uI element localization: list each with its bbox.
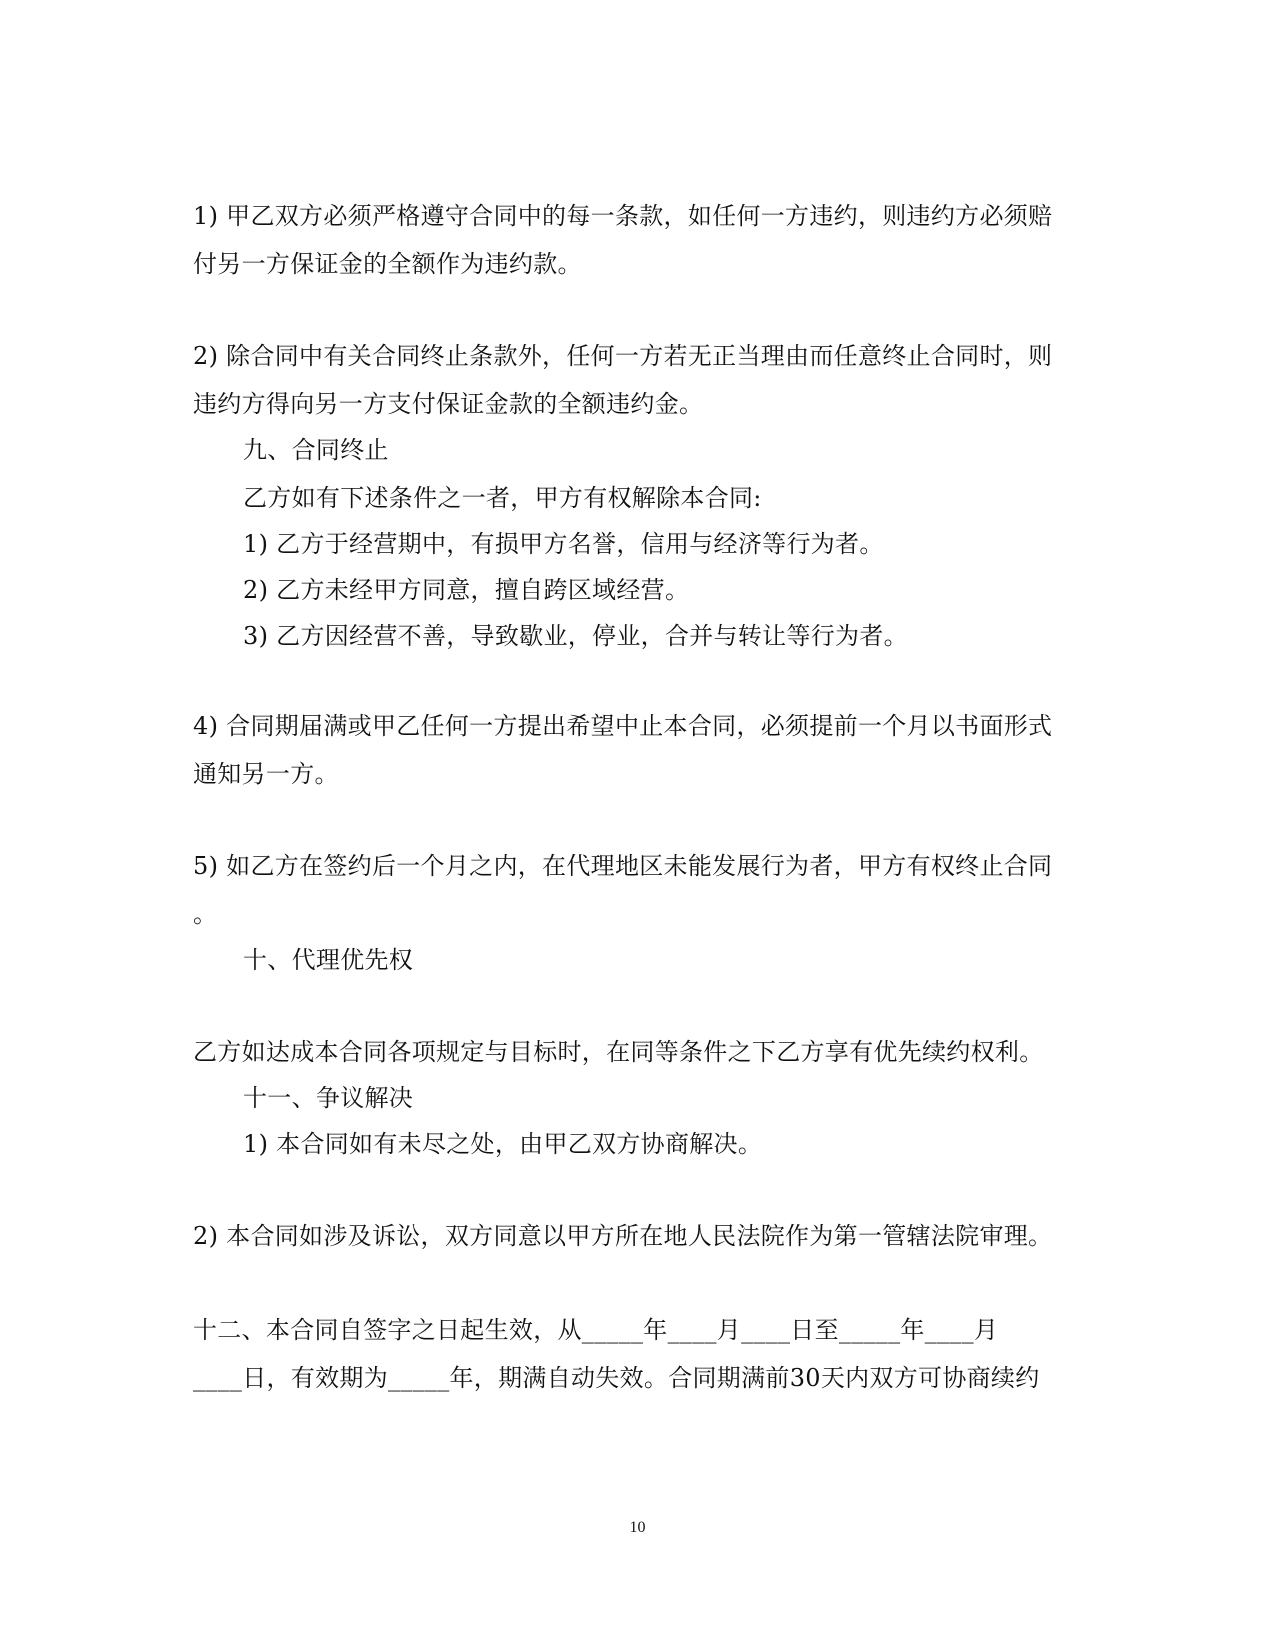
clause-8-2-line-1: 2) 除合同中有关合同终止条款外，任何一方若无正当理由而任意终止合同时，则	[193, 342, 1053, 370]
clause-9-5-line-2: 。	[193, 900, 218, 928]
section-10-body: 乙方如达成本合同各项规定与目标时，在同等条件之下乙方享有优先续约权利。	[193, 1038, 1044, 1066]
section-9-heading: 九、合同终止	[243, 436, 389, 464]
section-12-line-2: ____日，有效期为_____年，期满自动失效。合同期满前30天内双方可协商续约	[193, 1364, 1040, 1392]
clause-8-1-line-1: 1) 甲乙双方必须严格遵守合同中的每一条款，如任何一方违约，则违约方必须赔	[193, 202, 1053, 230]
clause-9-3: 3) 乙方因经营不善，导致歇业，停业，合并与转让等行为者。	[243, 622, 908, 650]
clause-9-2: 2) 乙方未经甲方同意，擅自跨区域经营。	[243, 576, 690, 604]
section-11-heading: 十一、争议解决	[243, 1084, 414, 1112]
clause-11-2: 2) 本合同如涉及诉讼，双方同意以甲方所在地人民法院作为第一管辖法院审理。	[193, 1222, 1053, 1250]
page-number: 10	[629, 1519, 646, 1536]
section-9-intro: 乙方如有下述条件之一者，甲方有权解除本合同:	[243, 484, 762, 512]
clause-9-4-line-2: 通知另一方。	[193, 760, 339, 788]
clause-8-1-line-2: 付另一方保证金的全额作为违约款。	[193, 250, 582, 278]
clause-9-5-line-1: 5) 如乙方在签约后一个月之内，在代理地区未能发展行为者，甲方有权终止合同	[193, 852, 1053, 880]
clause-9-4-line-1: 4) 合同期届满或甲乙任何一方提出希望中止本合同，必须提前一个月以书面形式	[193, 712, 1053, 740]
clause-11-1: 1) 本合同如有未尽之处，由甲乙双方协商解决。	[243, 1130, 763, 1158]
section-12-line-1: 十二、本合同自签字之日起生效，从_____年____月____日至_____年____月	[193, 1316, 999, 1344]
clause-9-1: 1) 乙方于经营期中，有损甲方名誉，信用与经济等行为者。	[243, 530, 884, 558]
clause-8-2-line-2: 违约方得向另一方支付保证金款的全额违约金。	[193, 390, 704, 418]
section-10-heading: 十、代理优先权	[243, 946, 414, 974]
